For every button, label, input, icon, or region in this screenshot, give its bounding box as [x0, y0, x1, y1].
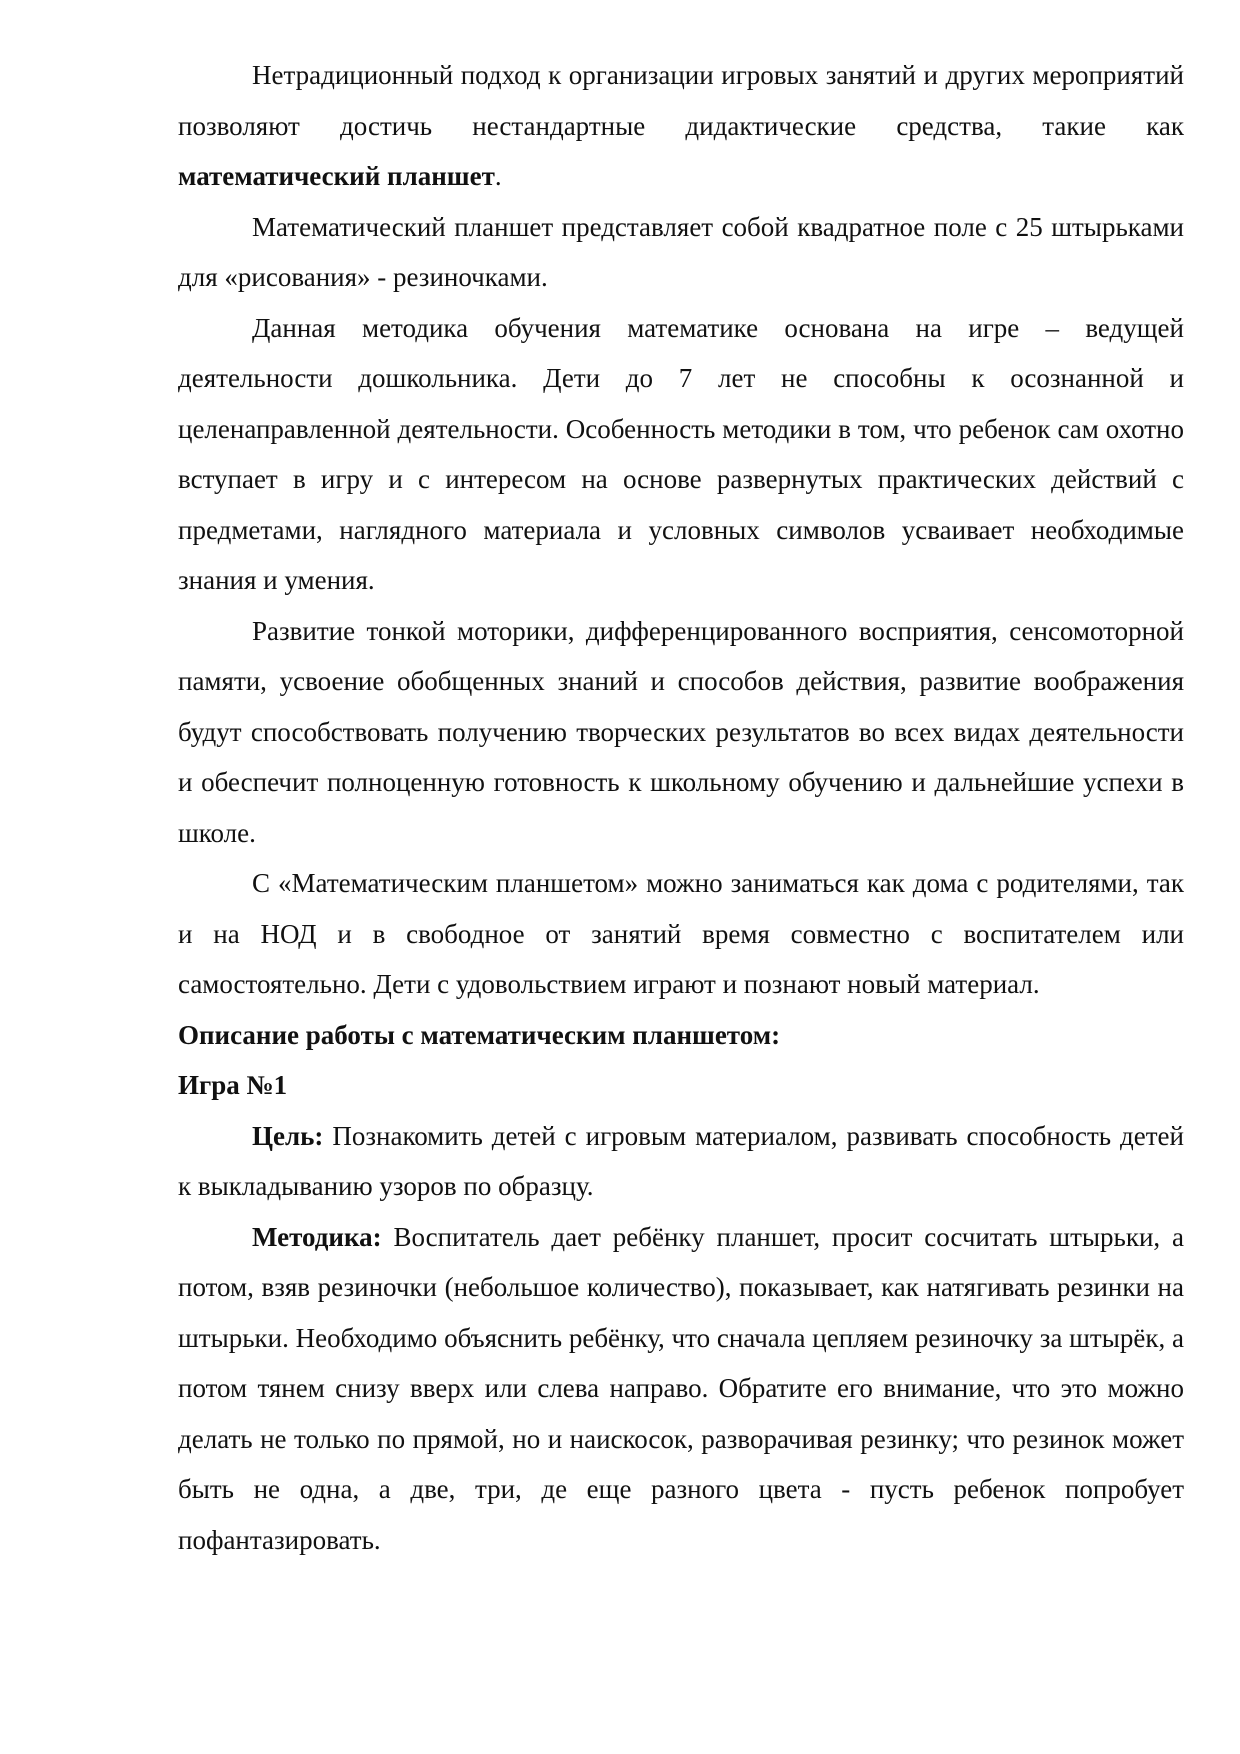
game-title: Игра №1: [178, 1070, 288, 1100]
paragraph-usage: С «Математическим планшетом» можно заниматься как дома с родителями, так и на НОД и в свободное от занятий время совместно с воспитателем или самостоятельно. Дети с удовольствием играют и познают новый материал.: [178, 868, 1184, 999]
intro-end: .: [494, 161, 502, 191]
intro-bold-term: математический планшет: [178, 161, 495, 191]
paragraph-method-basis: Данная методика обучения математике основана на игре – ведущей деятельности дошкольника. Дети до 7 лет не способны к осознанной и целенаправленной деятельности. Особенность методики в том, что ребенок сам охотно вступает в игру и с интересом на основе развернутых практических действий с предметами, наглядного материала и условных символов усваивает необходимые знания и умения.: [178, 312, 1184, 595]
goal-label: Цель:: [252, 1120, 324, 1151]
paragraph-intro: [178, 50, 1184, 202]
method-text: Воспитатель дает ребёнку планшет, просит сосчитать штырьки, а потом, взяв резиночки (небольшое количество), показывает, как натягивать резинки на штырьки. Необходимо объяснить ребёнку, что сначала цепляем резиночку за штырёк, а потом тянем снизу вверх или слева направо. Обратите его внимание, что это можно делать не только по прямой, но и наискосок, разворачивая резинку; что резинок может быть не одна, а две, три, де еще разного цвета - пусть ребенок попробует пофантазировать.: [178, 1221, 1184, 1555]
intro-text: Нетрадиционный подход к организации игровых занятий и других мероприятий позволяют достичь нестандартные дидактические средства, такие как: [178, 60, 1184, 141]
section-heading: Описание работы с математическим планшетом:: [178, 1019, 781, 1050]
paragraph-method: [178, 1212, 1184, 1566]
paragraph-tablet-description: Математический планшет представляет собой квадратное поле с 25 штырьками для «рисования» - резиночками.: [178, 211, 1184, 292]
goal-text: Познакомить детей с игровым материалом, развивать способность детей к выкладыванию узоров по образцу.: [178, 1120, 1184, 1201]
method-label: Методика:: [252, 1221, 382, 1252]
paragraph-goal: [178, 1111, 1184, 1212]
document-page: [178, 50, 1184, 1565]
paragraph-development: Развитие тонкой моторики, дифференцированного восприятия, сенсомоторной памяти, усвоение обобщенных знаний и способов действия, развитие воображения будут способствовать получению творческих результатов во всех видах деятельности и обеспечит полноценную готовность к школьному обучению и дальнейшие успехи в школе.: [178, 615, 1184, 848]
